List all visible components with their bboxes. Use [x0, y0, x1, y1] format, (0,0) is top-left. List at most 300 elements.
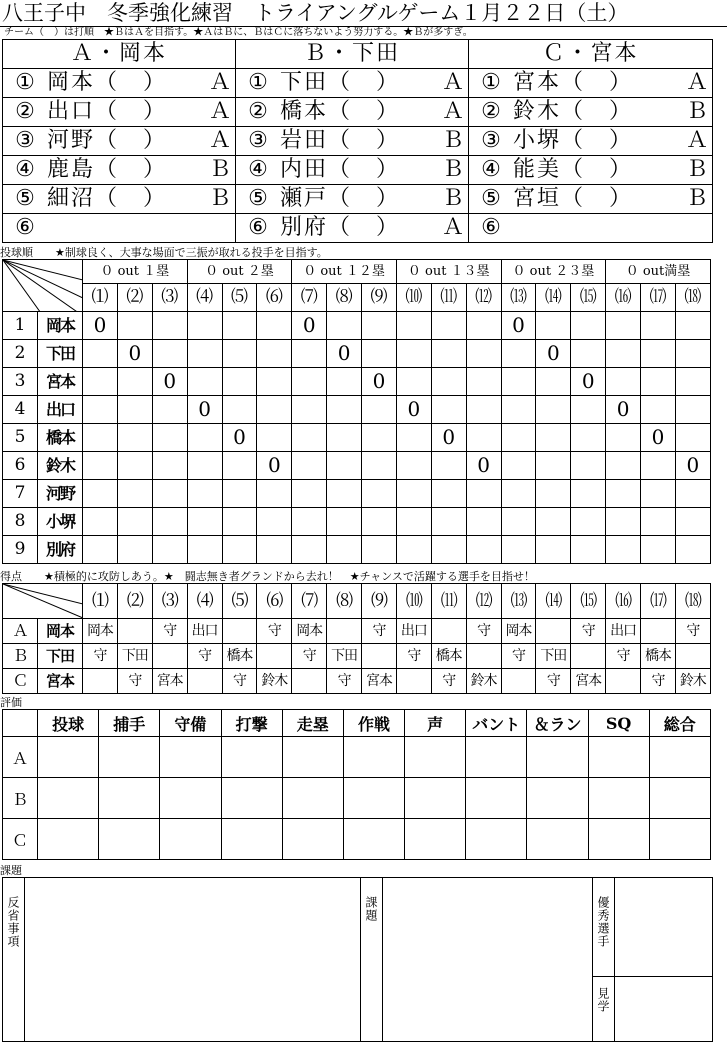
evaluation-cell[interactable]: [649, 819, 710, 860]
evaluation-cell[interactable]: [343, 778, 404, 819]
player-cell: [469, 156, 713, 185]
pitching-mark: [257, 480, 292, 508]
player-name: 橋本（ ）: [280, 99, 401, 124]
evaluation-cell[interactable]: [343, 819, 404, 860]
evaluation-cell[interactable]: [466, 778, 527, 819]
pitching-mark: [641, 312, 676, 340]
evaluation-cell[interactable]: [588, 819, 649, 860]
player-team: Ｂ: [685, 186, 708, 211]
pitching-mark: [257, 340, 292, 368]
inning-number: ⑿: [466, 284, 501, 312]
player-name: 鈴木（ ）: [513, 99, 634, 124]
pitching-mark: [117, 452, 152, 480]
evaluation-cell[interactable]: [405, 737, 466, 778]
evaluation-header: 走塁: [282, 710, 343, 737]
player-team: Ｂ: [208, 186, 231, 211]
pitching-mark: [152, 312, 187, 340]
inning-number: ⑻: [327, 284, 362, 312]
player-team: Ａ: [685, 70, 708, 95]
player-cell: [469, 185, 713, 214]
scoring-cell: [257, 644, 292, 669]
pitching-row: [3, 312, 711, 340]
evaluation-cell[interactable]: [99, 819, 160, 860]
pitching-mark: 0: [396, 396, 431, 424]
pitching-mark: [501, 396, 536, 424]
pitcher-name: 岡本: [38, 312, 83, 340]
inning-number: ⑴: [83, 584, 118, 619]
pitching-label: 投球順 ★制球良く、大事な場面で三振が取れる投手を目指す。: [0, 246, 328, 259]
evaluation-cell[interactable]: [527, 819, 588, 860]
pitching-mark: [675, 312, 710, 340]
pitching-mark: [152, 396, 187, 424]
player-number: ①: [15, 70, 35, 95]
pitching-mark: [152, 424, 187, 452]
scoring-cell: 橋本: [431, 644, 466, 669]
scoring-cell: 守: [606, 644, 641, 669]
player-name: 岩田（ ）: [280, 128, 401, 153]
evaluation-cell[interactable]: [405, 819, 466, 860]
scoring-cell: 出口: [396, 619, 431, 644]
pitching-mark: [536, 396, 571, 424]
scoring-cell: 守: [675, 619, 710, 644]
pitching-mark: [83, 480, 118, 508]
page-subtitle: チーム（ ）は打順 ★ＢはＡを目指す。★ＡはＢに、ＢはＣに落ちないよう努力する。★Ｂが多すぎ。: [4, 27, 473, 38]
evaluation-cell[interactable]: [405, 778, 466, 819]
pitching-mark: [222, 396, 257, 424]
pitching-mark: [641, 536, 676, 564]
pitching-mark: [257, 312, 292, 340]
player-number: ④: [248, 157, 268, 182]
inning-number: ⑵: [117, 284, 152, 312]
evaluation-corner: [3, 710, 38, 737]
pitching-mark: [396, 536, 431, 564]
pitching-mark: [292, 536, 327, 564]
pitching-mark: 0: [222, 424, 257, 452]
pitching-mark: [187, 424, 222, 452]
scoring-cell: 守: [327, 669, 362, 694]
player-number: ⑥: [15, 215, 35, 240]
player-team: Ａ: [208, 128, 231, 153]
player-name: 細沼（ ）: [47, 186, 168, 211]
pitching-mark: [571, 452, 606, 480]
player-number: ⑤: [248, 186, 268, 211]
evaluation-cell[interactable]: [221, 778, 282, 819]
evaluation-cell[interactable]: [343, 737, 404, 778]
pitching-mark: [431, 508, 466, 536]
pitching-mark: [187, 480, 222, 508]
scoring-cell: 守: [641, 669, 676, 694]
scoring-cell: 守: [187, 644, 222, 669]
evaluation-cell[interactable]: [99, 778, 160, 819]
pitching-mark: [466, 312, 501, 340]
team-row: [3, 214, 713, 243]
player-cell: [236, 214, 469, 243]
scoring-cell: 守: [571, 619, 606, 644]
pitching-mark: [187, 508, 222, 536]
corner-diagonals: [3, 260, 83, 312]
evaluation-cell[interactable]: [588, 737, 649, 778]
scoring-captain: 岡本: [38, 619, 83, 644]
inning-number: ⑾: [431, 584, 466, 619]
pitching-mark: [431, 396, 466, 424]
pitching-mark: [641, 452, 676, 480]
pitching-mark: 0: [606, 396, 641, 424]
player-number: ③: [15, 128, 35, 153]
pitching-mark: 0: [431, 424, 466, 452]
evaluation-header-row: [3, 710, 711, 737]
pitching-mark: [257, 508, 292, 536]
player-team: Ａ: [441, 215, 464, 240]
pitching-mark: [466, 424, 501, 452]
pitching-mark: [536, 508, 571, 536]
evaluation-cell[interactable]: [221, 737, 282, 778]
scoring-cell: 岡本: [83, 619, 118, 644]
evaluation-header: 総合: [649, 710, 710, 737]
pitching-group-header: ０ out １塁: [83, 260, 188, 284]
pitching-mark: [606, 368, 641, 396]
pitching-mark: [501, 508, 536, 536]
scoring-team: Ｂ: [3, 644, 38, 669]
inning-number: ⑹: [257, 584, 292, 619]
pitching-mark: [396, 452, 431, 480]
scoring-cell: 橋本: [222, 644, 257, 669]
player-number: ②: [15, 99, 35, 124]
pitching-mark: [327, 508, 362, 536]
pitching-mark: 0: [83, 312, 118, 340]
scoring-cell: 守: [257, 619, 292, 644]
player-team: Ａ: [685, 128, 708, 153]
player-number: ⑥: [248, 215, 268, 240]
scoring-cell: 鈴木: [257, 669, 292, 694]
player-number: ⑤: [481, 186, 501, 211]
evaluation-header: 捕手: [99, 710, 160, 737]
pitching-group-row: [3, 260, 711, 284]
pitching-mark: [362, 536, 397, 564]
scoring-cell: [117, 619, 152, 644]
pitching-mark: [501, 368, 536, 396]
pitching-mark: [396, 368, 431, 396]
scoring-cell: 橋本: [641, 644, 676, 669]
player-name: 宮本（ ）: [513, 70, 634, 95]
evaluation-cell[interactable]: [160, 778, 221, 819]
pitching-mark: [571, 480, 606, 508]
pitching-mark: [396, 340, 431, 368]
pitching-mark: [571, 312, 606, 340]
pitching-order: 7: [3, 480, 38, 508]
scoring-cell: 守: [83, 644, 118, 669]
player-number: ②: [248, 99, 268, 124]
pitching-mark: [675, 340, 710, 368]
observer-label: 見学: [596, 987, 610, 1013]
scoring-cell: 下田: [117, 644, 152, 669]
player-team: Ｂ: [685, 99, 708, 124]
pitching-mark: 0: [501, 312, 536, 340]
player-name: 小堺（ ）: [513, 128, 634, 153]
scoring-cell: [187, 669, 222, 694]
pitching-mark: [536, 536, 571, 564]
evaluation-cell[interactable]: [160, 819, 221, 860]
pitching-mark: [292, 368, 327, 396]
scoring-team: Ａ: [3, 619, 38, 644]
evaluation-cell[interactable]: [38, 737, 99, 778]
pitching-mark: 0: [675, 452, 710, 480]
scoring-cell: [83, 669, 118, 694]
pitching-mark: [292, 396, 327, 424]
evaluation-cell[interactable]: [466, 737, 527, 778]
player-name: 下田（ ）: [280, 70, 401, 95]
pitching-mark: [187, 452, 222, 480]
pitching-mark: [675, 508, 710, 536]
evaluation-cell[interactable]: [38, 819, 99, 860]
evaluation-cell[interactable]: [282, 737, 343, 778]
pitching-mark: [536, 312, 571, 340]
pitcher-name: 下田: [38, 340, 83, 368]
inning-number: ⑼: [362, 284, 397, 312]
task-area[interactable]: [383, 878, 593, 1042]
observer-area[interactable]: [615, 977, 713, 1042]
pitching-mark: [466, 368, 501, 396]
pitching-mark: [571, 424, 606, 452]
evaluation-label: 評価: [0, 696, 22, 709]
pitching-mark: [431, 452, 466, 480]
scoring-cell: 守: [466, 619, 501, 644]
player-team: Ａ: [208, 99, 231, 124]
pitching-mark: [466, 480, 501, 508]
scoring-cell: 守: [222, 669, 257, 694]
inning-number: ⑺: [292, 584, 327, 619]
pitching-mark: [675, 536, 710, 564]
pitcher-name: 橋本: [38, 424, 83, 452]
player-name: 能美（ ）: [513, 157, 634, 182]
pitching-mark: [327, 480, 362, 508]
evaluation-cell[interactable]: [527, 778, 588, 819]
pitching-mark: [501, 452, 536, 480]
pitching-mark: [292, 424, 327, 452]
pitching-mark: [117, 536, 152, 564]
pitching-mark: [152, 508, 187, 536]
player-number: ④: [15, 157, 35, 182]
inning-number: ⒂: [571, 284, 606, 312]
pitching-mark: [222, 480, 257, 508]
inning-number: ⑴: [83, 284, 118, 312]
player-team: Ｂ: [441, 128, 464, 153]
player-cell: [236, 98, 469, 127]
inning-number: ⒅: [675, 584, 710, 619]
scoring-cell: [327, 619, 362, 644]
inning-number: ⑹: [257, 284, 292, 312]
pitching-mark: [536, 480, 571, 508]
pitching-mark: [152, 536, 187, 564]
player-team: Ｂ: [685, 157, 708, 182]
pitching-mark: [606, 312, 641, 340]
player-team: Ａ: [208, 70, 231, 95]
pitching-inning-row: [3, 284, 711, 312]
pitching-group-header: ０ out満塁: [606, 260, 711, 284]
pitcher-name: 小堺: [38, 508, 83, 536]
pitching-row: [3, 480, 711, 508]
scoring-team: Ｃ: [3, 669, 38, 694]
player-team: Ａ: [441, 70, 464, 95]
scoring-cell: 守: [292, 644, 327, 669]
team-row: [3, 98, 713, 127]
player-name: 宮垣（ ）: [513, 186, 634, 211]
pitcher-name: 出口: [38, 396, 83, 424]
corner-cell: [3, 260, 83, 312]
inning-number: ⑻: [327, 584, 362, 619]
pitching-mark: [431, 368, 466, 396]
player-number: ①: [481, 70, 501, 95]
evaluation-cell[interactable]: [282, 778, 343, 819]
pitching-mark: [466, 536, 501, 564]
pitching-mark: [327, 424, 362, 452]
scoring-cell: 守: [501, 644, 536, 669]
pitching-mark: [571, 536, 606, 564]
best-player-area[interactable]: [615, 878, 713, 977]
pitching-mark: [83, 536, 118, 564]
pitching-mark: [675, 396, 710, 424]
pitcher-name: 宮本: [38, 368, 83, 396]
scoring-row: [3, 644, 711, 669]
scoring-cell: 宮本: [152, 669, 187, 694]
inning-number: ⑸: [222, 284, 257, 312]
pitching-row: [3, 452, 711, 480]
pitching-mark: [466, 340, 501, 368]
pitching-mark: [222, 340, 257, 368]
pitching-mark: [83, 424, 118, 452]
pitching-mark: [466, 508, 501, 536]
pitching-mark: [187, 536, 222, 564]
inning-number: ⑶: [152, 284, 187, 312]
player-name: 内田（ ）: [280, 157, 401, 182]
pitching-mark: [117, 424, 152, 452]
corner-cell: [3, 584, 83, 619]
pitching-mark: [117, 396, 152, 424]
pitching-mark: [501, 424, 536, 452]
player-cell: [236, 127, 469, 156]
team-row: [3, 156, 713, 185]
pitching-mark: 0: [117, 340, 152, 368]
pitching-mark: [327, 312, 362, 340]
pitching-mark: [83, 452, 118, 480]
pitching-row: [3, 508, 711, 536]
scoring-cell: [152, 644, 187, 669]
evaluation-cell[interactable]: [649, 778, 710, 819]
pitching-group-header: ０ out ２塁: [187, 260, 292, 284]
pitching-mark: 0: [641, 424, 676, 452]
pitching-mark: [292, 480, 327, 508]
scoring-cell: 岡本: [292, 619, 327, 644]
scoring-cell: 岡本: [501, 619, 536, 644]
pitching-order: 9: [3, 536, 38, 564]
scoring-captain: 宮本: [38, 669, 83, 694]
pitching-row: [3, 368, 711, 396]
pitching-mark: 0: [292, 312, 327, 340]
pitching-mark: [501, 480, 536, 508]
team-row: [3, 185, 713, 214]
player-cell: [3, 69, 236, 98]
evaluation-cell[interactable]: [221, 819, 282, 860]
pitching-mark: [222, 312, 257, 340]
evaluation-cell[interactable]: [282, 819, 343, 860]
pitching-mark: [327, 536, 362, 564]
evaluation-cell[interactable]: [160, 737, 221, 778]
evaluation-cell[interactable]: [527, 737, 588, 778]
inning-number: ⑷: [187, 284, 222, 312]
scoring-cell: [292, 669, 327, 694]
corner-diagonals: [3, 584, 83, 618]
pitching-mark: [257, 396, 292, 424]
issues-table: [2, 877, 713, 1042]
inning-number: ⒀: [501, 284, 536, 312]
pitching-mark: [152, 340, 187, 368]
scoring-cell: 鈴木: [675, 669, 710, 694]
evaluation-cell[interactable]: [99, 737, 160, 778]
pitching-mark: [222, 368, 257, 396]
pitching-mark: [606, 508, 641, 536]
pitching-mark: [675, 480, 710, 508]
scoring-row: [3, 619, 711, 644]
evaluation-cell[interactable]: [588, 778, 649, 819]
pitching-mark: [606, 452, 641, 480]
scoring-cell: 守: [431, 669, 466, 694]
player-name: 鹿島（ ）: [47, 157, 168, 182]
pitching-mark: [641, 480, 676, 508]
pitching-mark: [222, 536, 257, 564]
evaluation-cell[interactable]: [466, 819, 527, 860]
pitching-mark: [257, 536, 292, 564]
evaluation-cell[interactable]: [649, 737, 710, 778]
pitching-mark: [187, 340, 222, 368]
reflection-label: 反省事項: [6, 896, 20, 948]
inning-number: ⒃: [606, 284, 641, 312]
reflection-area[interactable]: [25, 878, 361, 1042]
pitching-mark: [675, 424, 710, 452]
pitching-mark: [396, 508, 431, 536]
pitching-mark: [362, 424, 397, 452]
pitching-mark: [362, 340, 397, 368]
pitching-mark: 0: [362, 368, 397, 396]
scoring-cell: [641, 619, 676, 644]
pitching-mark: [396, 312, 431, 340]
inning-number: ⑾: [431, 284, 466, 312]
pitching-order: 1: [3, 312, 38, 340]
player-name: 岡本（ ）: [47, 70, 168, 95]
scoring-cell: 守: [117, 669, 152, 694]
scoring-table: [2, 583, 711, 694]
inning-number: ⒄: [641, 284, 676, 312]
pitching-mark: [327, 396, 362, 424]
pitching-mark: [396, 480, 431, 508]
scoring-captain: 下田: [38, 644, 83, 669]
inning-number: ⑿: [466, 584, 501, 619]
player-team: Ｂ: [441, 157, 464, 182]
evaluation-team: Ａ: [3, 737, 38, 778]
pitching-mark: 0: [152, 368, 187, 396]
evaluation-header: 作戦: [343, 710, 404, 737]
pitching-mark: [292, 340, 327, 368]
evaluation-cell[interactable]: [38, 778, 99, 819]
pitching-mark: [571, 508, 606, 536]
pitching-mark: [641, 508, 676, 536]
teams-table: [2, 39, 713, 243]
pitching-mark: [641, 396, 676, 424]
scoring-cell: 守: [152, 619, 187, 644]
player-team: Ｂ: [208, 157, 231, 182]
pitching-mark: [327, 452, 362, 480]
pitching-row: [3, 396, 711, 424]
scoring-label: 得点 ★積極的に攻防しあう。★ 闘志無き者グランドから去れ！ ★チャンスで活躍する選手を目指せ！: [0, 570, 535, 583]
player-number: ①: [248, 70, 268, 95]
